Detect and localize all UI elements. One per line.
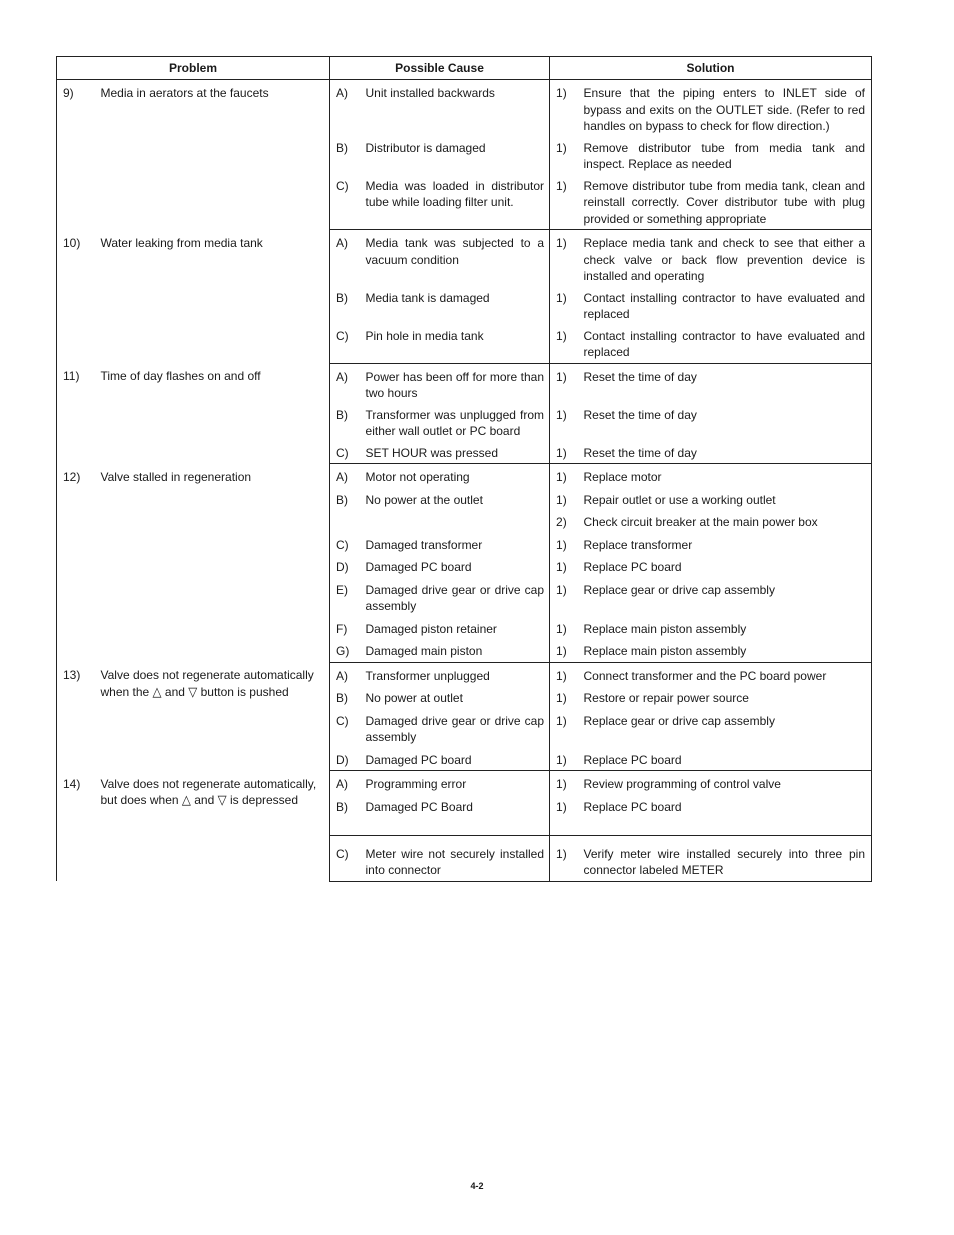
possible-cause-header: Possible Cause — [330, 57, 550, 80]
cause-text: Damaged piston retainer — [365, 621, 497, 636]
solution-number: 1) — [550, 795, 578, 836]
cause-text: Damaged transformer — [365, 537, 483, 552]
cause-letter: A) — [330, 230, 360, 287]
solution-text: Check circuit breaker at the main power box — [578, 510, 872, 533]
solution-text: Connect transformer and the PC board power — [578, 662, 872, 686]
solution-number: 1) — [550, 464, 578, 488]
cause-letter: B) — [330, 287, 360, 325]
cause-letter: C) — [330, 709, 360, 748]
problem-number: 11) — [57, 363, 95, 464]
cause-text: Media was loaded in distributor tube while loading filter unit. — [360, 175, 550, 230]
solution-number: 1) — [550, 137, 578, 175]
solution-text: Contact installing contractor to have evaluated and replaced — [578, 287, 872, 325]
solution-text: Replace motor — [578, 464, 872, 488]
cause-text: Damaged PC Board — [365, 799, 473, 814]
table-row — [57, 363, 872, 404]
solution-text: Ensure that the piping enters to INLET side of bypass and exits on the OUTLET side. (Refer to red handles on bypass to check for flow direction.) — [578, 80, 872, 137]
triangle-up-icon: △ — [152, 684, 162, 700]
cause-text: Transformer was unplugged from either wall outlet or PC board — [365, 407, 545, 438]
cause-text: Motor not operating — [365, 470, 470, 484]
cause-letter: B) — [330, 686, 360, 709]
solution-number: 1) — [550, 686, 578, 709]
solution-number: 1) — [550, 835, 578, 881]
page-number: 4-2 — [470, 1181, 484, 1191]
solution-text: Remove distributor tube from media tank and inspect. Replace as needed — [578, 137, 872, 175]
solution-number: 1) — [550, 80, 578, 137]
cause-letter: A) — [330, 464, 360, 488]
cause-letter: F) — [330, 617, 360, 640]
solution-text: Replace main piston assembly — [578, 617, 872, 640]
cause-text: Distributor is damaged — [365, 140, 486, 155]
cause-text: Unit installed backwards — [365, 86, 495, 100]
solution-text: Replace PC board — [578, 748, 872, 771]
problem-number: 10) — [57, 230, 95, 364]
triangle-down-icon: ▽ — [188, 684, 198, 700]
solution-number: 1) — [550, 662, 578, 686]
cause-text: Programming error — [365, 777, 467, 791]
solution-text: Replace PC board — [578, 795, 872, 836]
cause-text: Media tank is damaged — [365, 290, 490, 305]
solution-text: Review programming of control valve — [578, 771, 872, 795]
problem-text: Valve does not regenerate automatically, but does when △ and ▽ is depressed — [100, 776, 317, 808]
solution-number: 2) — [550, 510, 578, 533]
cause-text: Damaged PC board — [365, 560, 472, 574]
table-header-row — [57, 57, 872, 80]
cause-letter: B) — [330, 488, 360, 533]
solution-number: 1) — [550, 639, 578, 662]
solution-number: 1) — [550, 617, 578, 640]
solution-number: 1) — [550, 230, 578, 287]
solution-text: Restore or repair power source — [578, 686, 872, 709]
cause-letter: C) — [330, 533, 360, 556]
cause-text: Damaged PC board — [360, 748, 550, 771]
cause-letter: A) — [330, 771, 360, 795]
table-row — [57, 662, 872, 686]
triangle-down-icon: ▽ — [217, 793, 227, 808]
cause-text: Damaged main piston — [360, 639, 550, 662]
solution-number: 1) — [550, 404, 578, 442]
cause-text: Pin hole in media tank — [360, 325, 550, 364]
solution-text: Contact installing contractor to have evaluated and replaced — [578, 325, 872, 364]
solution-text: Replace gear or drive cap assembly — [578, 578, 872, 617]
solution-number: 1) — [550, 578, 578, 617]
cause-letter: G) — [330, 639, 360, 662]
cause-text: Transformer unplugged — [365, 668, 490, 683]
cause-text: Power has been off for more than two hours — [365, 369, 545, 400]
table-row — [57, 464, 872, 488]
problem-number: 13) — [57, 662, 95, 771]
cause-letter: A) — [330, 662, 360, 686]
solution-number: 1) — [550, 771, 578, 795]
problem-text: Valve stalled in regeneration — [100, 469, 252, 484]
solution-text: Replace PC board — [578, 555, 872, 578]
solution-number: 1) — [550, 287, 578, 325]
cause-letter: C) — [330, 325, 360, 364]
solution-text: Reset the time of day — [578, 404, 872, 442]
solution-text: Remove distributor tube from media tank, clean and reinstall correctly. Cover distributor tube with plug provided or something appropriate — [578, 175, 872, 230]
cause-letter: C) — [330, 175, 360, 230]
solution-header: Solution — [550, 57, 872, 80]
cause-letter: D) — [330, 555, 360, 578]
troubleshooting-table — [56, 56, 872, 882]
cause-text: Damaged drive gear or drive cap assembly — [365, 713, 545, 744]
cause-letter: C) — [330, 835, 360, 881]
cause-letter: B) — [330, 137, 360, 175]
solution-number: 1) — [550, 325, 578, 364]
solution-number: 1) — [550, 442, 578, 464]
problem-text: Valve does not regenerate automatically when the △ and ▽ button is pushed — [100, 668, 314, 700]
solution-text: Repair outlet or use a working outlet — [578, 488, 872, 511]
cause-letter: A) — [330, 363, 360, 404]
problem-header: Problem — [57, 57, 330, 80]
table-row — [57, 230, 872, 287]
solution-number: 1) — [550, 533, 578, 556]
cause-text: No power at the outlet — [365, 492, 483, 507]
cause-text: Damaged drive gear or drive cap assembly — [365, 582, 545, 613]
solution-text: Replace media tank and check to see that either a check valve or back flow prevention device is installed and operating — [578, 230, 872, 287]
solution-text: Replace gear or drive cap assembly — [578, 709, 872, 748]
cause-text: Meter wire not securely installed into connector — [360, 835, 550, 881]
solution-number: 1) — [550, 488, 578, 511]
solution-text: Reset the time of day — [578, 363, 872, 404]
cause-text: SET HOUR was pressed — [360, 442, 550, 464]
cause-letter: B) — [330, 795, 360, 836]
cause-letter: B) — [330, 404, 360, 442]
problem-text: Water leaking from media tank — [100, 235, 263, 250]
problem-number: 12) — [57, 464, 95, 663]
solution-number: 1) — [550, 175, 578, 230]
problem-number: 9) — [57, 80, 95, 230]
solution-text: Replace transformer — [578, 533, 872, 556]
solution-number: 1) — [550, 709, 578, 748]
cause-letter: C) — [330, 442, 360, 464]
solution-number: 1) — [550, 363, 578, 404]
table-row — [57, 771, 872, 795]
cause-letter: D) — [330, 748, 360, 771]
cause-letter: A) — [330, 80, 360, 137]
cause-text: Media tank was subjected to a vacuum condition — [365, 236, 545, 267]
problem-text: Media in aerators at the faucets — [100, 86, 269, 100]
solution-number: 1) — [550, 555, 578, 578]
cause-text: No power at outlet — [365, 691, 463, 705]
triangle-up-icon: △ — [181, 793, 191, 808]
solution-text: Reset the time of day — [578, 442, 872, 464]
cause-letter: E) — [330, 578, 360, 617]
solution-number: 1) — [550, 748, 578, 771]
problem-number: 14) — [57, 771, 95, 882]
table-row — [57, 80, 872, 137]
problem-text: Time of day flashes on and off — [100, 369, 261, 383]
solution-text: Verify meter wire installed securely into three pin connector labeled METER — [578, 835, 872, 881]
solution-text: Replace main piston assembly — [578, 639, 872, 662]
